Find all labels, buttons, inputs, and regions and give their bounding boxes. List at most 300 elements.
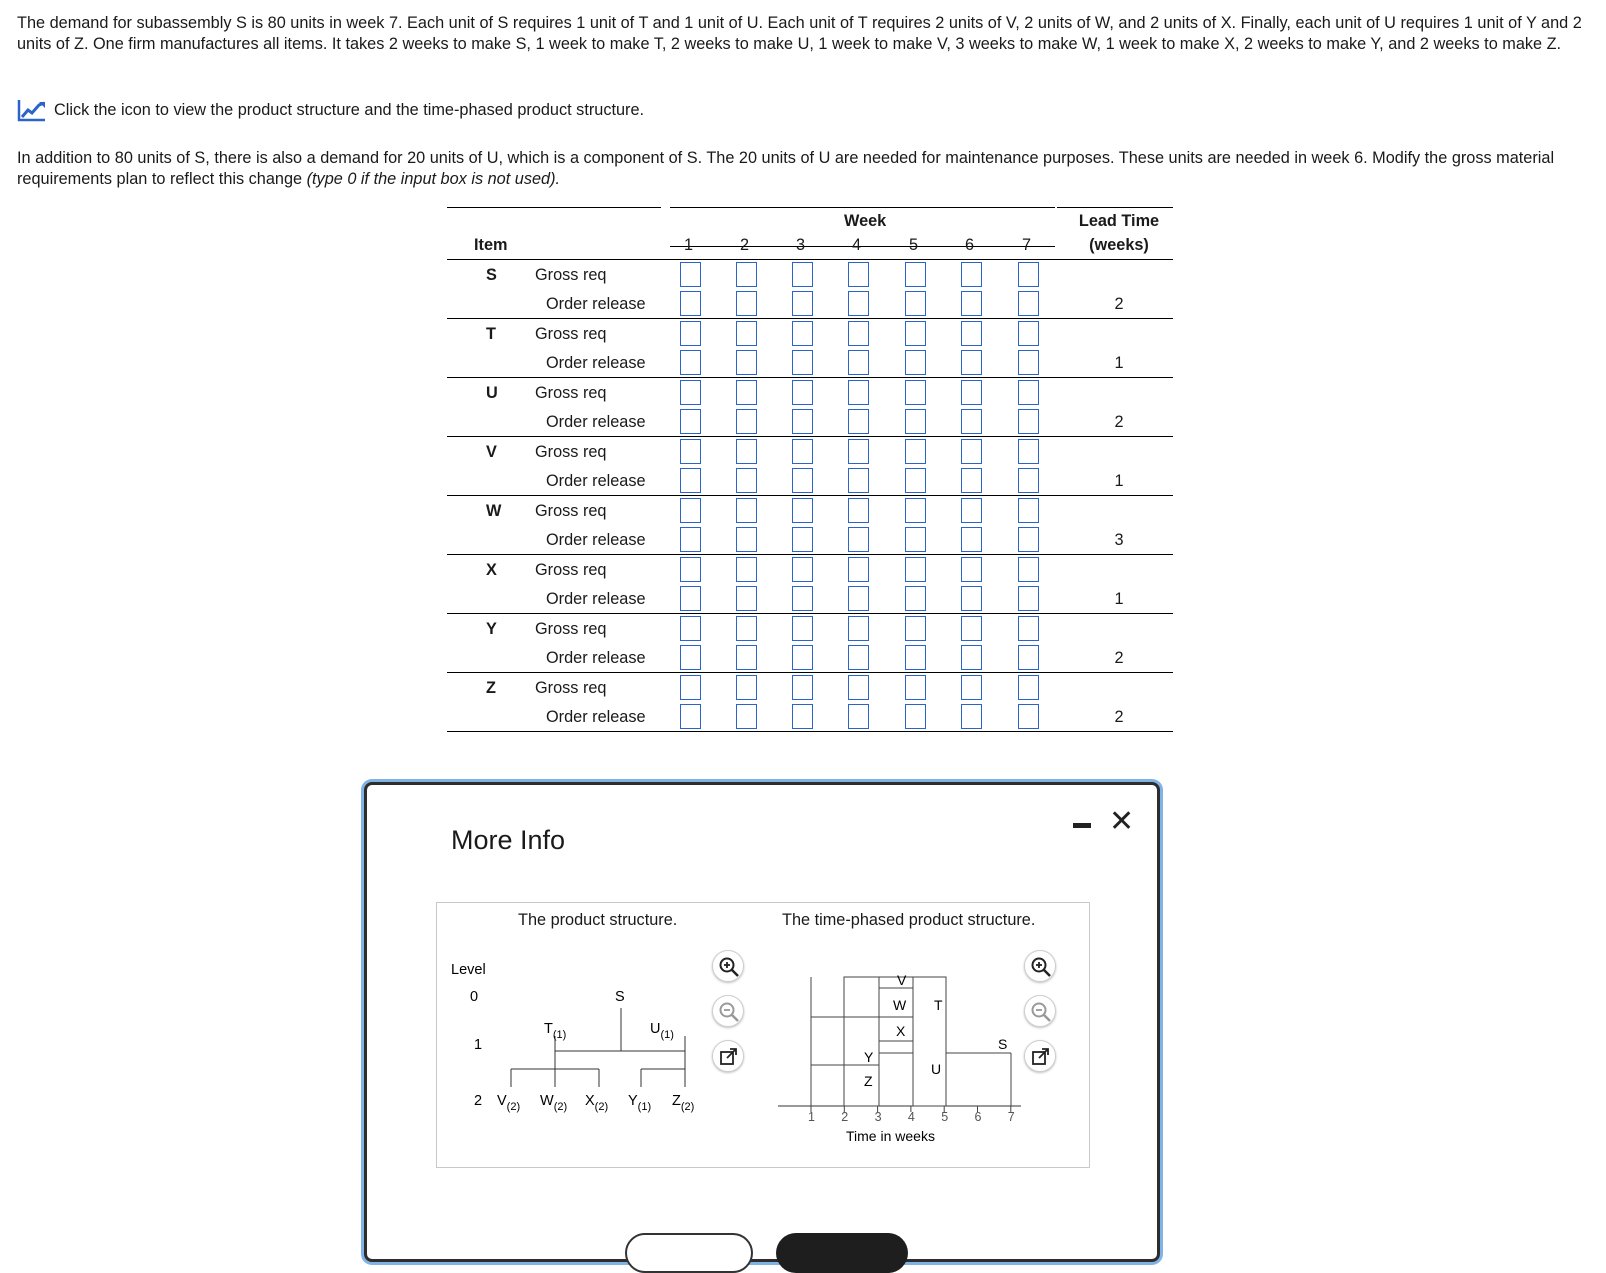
mrp-input[interactable] (849, 676, 868, 699)
product-structure-tree (437, 953, 717, 1153)
mrp-input[interactable] (962, 587, 981, 610)
mrp-input[interactable] (906, 440, 925, 463)
y-gross-week-2-input[interactable] (736, 616, 757, 641)
z-release-week-5-input[interactable] (905, 704, 926, 729)
row-divider (447, 318, 1173, 319)
w-release-week-4-input[interactable] (848, 527, 869, 552)
mrp-input[interactable] (737, 587, 756, 610)
x-gross-week-1-input[interactable] (680, 557, 701, 582)
x-gross-week-7-input[interactable] (1018, 557, 1039, 582)
mrp-input[interactable] (906, 410, 925, 433)
tp-label-x: X (896, 1023, 906, 1039)
v-release-week-7-input[interactable] (1018, 468, 1039, 493)
mrp-input[interactable] (906, 587, 925, 610)
mrp-input[interactable] (737, 469, 756, 492)
mrp-input[interactable] (962, 351, 981, 374)
t-release-week-1-input[interactable] (680, 350, 701, 375)
u-release-week-7-input[interactable] (1018, 409, 1039, 434)
row-divider (447, 672, 1173, 673)
v-gross-week-6-input[interactable] (961, 439, 982, 464)
tp-label-u: U (931, 1061, 942, 1077)
chart-icon[interactable] (17, 98, 47, 122)
mrp-input[interactable] (849, 263, 868, 286)
mrp-input[interactable] (737, 263, 756, 286)
mrp-input[interactable] (849, 587, 868, 610)
mrp-input[interactable] (962, 705, 981, 728)
mrp-input[interactable] (1019, 351, 1038, 374)
x-release-week-3-input[interactable] (792, 586, 813, 611)
x-release-week-7-input[interactable] (1018, 586, 1039, 611)
mrp-input[interactable] (849, 351, 868, 374)
v-gross-week-5-input[interactable] (905, 439, 926, 464)
mrp-input[interactable] (793, 558, 812, 581)
x-gross-week-3-input[interactable] (792, 557, 813, 582)
mrp-input[interactable] (849, 469, 868, 492)
mrp-input[interactable] (849, 528, 868, 551)
mrp-input[interactable] (906, 646, 925, 669)
week-header: Week (844, 212, 887, 230)
mrp-input[interactable] (906, 351, 925, 374)
mrp-input[interactable] (906, 263, 925, 286)
mrp-input[interactable] (849, 499, 868, 522)
order-release-label-v: Order release (546, 472, 646, 490)
mrp-input[interactable] (1019, 587, 1038, 610)
mrp-input[interactable] (906, 292, 925, 315)
mrp-input[interactable] (962, 263, 981, 286)
mrp-input[interactable] (906, 705, 925, 728)
gross-req-label-w: Gross req (535, 502, 607, 520)
row-divider (447, 731, 1173, 732)
y-gross-week-6-input[interactable] (961, 616, 982, 641)
z-gross-week-6-input[interactable] (961, 675, 982, 700)
s-gross-week-7-input[interactable] (1018, 262, 1039, 287)
popout-icon (1030, 1046, 1052, 1068)
zoom-out-icon (718, 1001, 740, 1023)
y-release-week-5-input[interactable] (905, 645, 926, 670)
s-gross-week-5-input[interactable] (905, 262, 926, 287)
mrp-input[interactable] (1019, 617, 1038, 640)
popout-icon (718, 1046, 740, 1068)
mrp-input[interactable] (681, 528, 700, 551)
mrp-input[interactable] (737, 322, 756, 345)
mrp-input[interactable] (1019, 292, 1038, 315)
v-release-week-4-input[interactable] (848, 468, 869, 493)
level-1: 1 (474, 1037, 483, 1053)
row-divider (447, 554, 1173, 555)
print-button[interactable] (625, 1233, 753, 1273)
v-release-week-6-input[interactable] (961, 468, 982, 493)
t-gross-week-7-input[interactable] (1018, 321, 1039, 346)
zoom-out-button-left[interactable] (712, 995, 744, 1027)
w-release-week-6-input[interactable] (961, 527, 982, 552)
x-gross-week-6-input[interactable] (961, 557, 982, 582)
tp-label-y: Y (864, 1049, 874, 1065)
mrp-input[interactable] (681, 469, 700, 492)
mrp-input[interactable] (793, 469, 812, 492)
item-v: V (486, 443, 497, 461)
t-release-week-2-input[interactable] (736, 350, 757, 375)
z-gross-week-5-input[interactable] (905, 675, 926, 700)
mrp-input[interactable] (1019, 440, 1038, 463)
w-gross-week-2-input[interactable] (736, 498, 757, 523)
lead-time-v: 1 (1114, 472, 1124, 490)
mrp-input[interactable] (737, 558, 756, 581)
mrp-input[interactable] (737, 292, 756, 315)
v-release-week-2-input[interactable] (736, 468, 757, 493)
mrp-input[interactable] (681, 410, 700, 433)
v-gross-week-4-input[interactable] (848, 439, 869, 464)
z-release-week-2-input[interactable] (736, 704, 757, 729)
gross-req-label-u: Gross req (535, 384, 607, 402)
tp-tick-6: 6 (974, 1110, 982, 1124)
mrp-input[interactable] (681, 381, 700, 404)
mrp-input[interactable] (1019, 676, 1038, 699)
mrp-input[interactable] (681, 558, 700, 581)
mrp-input[interactable] (906, 617, 925, 640)
w-release-week-5-input[interactable] (905, 527, 926, 552)
order-release-label-w: Order release (546, 531, 646, 549)
y-gross-week-7-input[interactable] (1018, 616, 1039, 641)
s-gross-week-1-input[interactable] (680, 262, 701, 287)
y-release-week-3-input[interactable] (792, 645, 813, 670)
z-gross-week-4-input[interactable] (848, 675, 869, 700)
popout-button-right[interactable] (1024, 1040, 1056, 1072)
mrp-input[interactable] (681, 676, 700, 699)
tp-label-w: W (893, 997, 907, 1013)
x-release-week-6-input[interactable] (961, 586, 982, 611)
t-release-week-4-input[interactable] (848, 350, 869, 375)
level-0: 0 (470, 989, 479, 1005)
mrp-input[interactable] (1019, 499, 1038, 522)
mrp-input[interactable] (849, 617, 868, 640)
u-gross-week-3-input[interactable] (792, 380, 813, 405)
u-release-week-1-input[interactable] (680, 409, 701, 434)
mrp-input[interactable] (681, 322, 700, 345)
x-gross-week-4-input[interactable] (848, 557, 869, 582)
mrp-input[interactable] (1019, 646, 1038, 669)
figure-panel (436, 902, 1090, 1168)
x-gross-week-2-input[interactable] (736, 557, 757, 582)
node-z: $Z_{(2)}$ (672, 1093, 695, 1113)
v-gross-week-7-input[interactable] (1018, 439, 1039, 464)
s-release-week-4-input[interactable] (848, 291, 869, 316)
y-gross-week-5-input[interactable] (905, 616, 926, 641)
u-release-week-4-input[interactable] (848, 409, 869, 434)
tp-label-v: V (897, 972, 907, 988)
mrp-input[interactable] (1019, 558, 1038, 581)
mrp-input[interactable] (962, 322, 981, 345)
y-gross-week-1-input[interactable] (680, 616, 701, 641)
mrp-input[interactable] (962, 292, 981, 315)
s-release-week-6-input[interactable] (961, 291, 982, 316)
mrp-input[interactable] (793, 410, 812, 433)
product-structure-link[interactable] (17, 98, 644, 122)
mrp-input[interactable] (793, 646, 812, 669)
w-gross-week-5-input[interactable] (905, 498, 926, 523)
product-structure-caption: The product structure. (518, 911, 678, 929)
y-release-week-2-input[interactable] (736, 645, 757, 670)
gross-req-label-s: Gross req (535, 266, 607, 284)
t-gross-week-5-input[interactable] (905, 321, 926, 346)
mrp-input[interactable] (793, 381, 812, 404)
z-gross-week-2-input[interactable] (736, 675, 757, 700)
y-release-week-6-input[interactable] (961, 645, 982, 670)
mrp-input[interactable] (793, 587, 812, 610)
mrp-input[interactable] (849, 705, 868, 728)
z-gross-week-1-input[interactable] (680, 675, 701, 700)
t-gross-week-1-input[interactable] (680, 321, 701, 346)
zoom-in-button-right[interactable] (1024, 950, 1056, 982)
t-release-week-3-input[interactable] (792, 350, 813, 375)
mrp-input[interactable] (681, 263, 700, 286)
node-w: $W_{(2)}$ (540, 1093, 568, 1113)
z-release-week-4-input[interactable] (848, 704, 869, 729)
mrp-input[interactable] (1019, 469, 1038, 492)
row-divider (447, 377, 1173, 378)
tp-label-s: S (998, 1036, 1008, 1052)
node-y: $Y_{(1)}$ (628, 1093, 652, 1113)
mrp-input[interactable] (1019, 263, 1038, 286)
mrp-input[interactable] (793, 292, 812, 315)
lead-time-s: 2 (1114, 295, 1124, 313)
item-x: X (486, 561, 497, 579)
mrp-input[interactable] (962, 528, 981, 551)
mrp-input[interactable] (737, 351, 756, 374)
x-release-week-4-input[interactable] (848, 586, 869, 611)
mrp-input[interactable] (849, 558, 868, 581)
t-release-week-6-input[interactable] (961, 350, 982, 375)
mrp-input[interactable] (793, 705, 812, 728)
tp-axis-label: Time in weeks (846, 1128, 935, 1144)
mrp-input[interactable] (737, 646, 756, 669)
mrp-input[interactable] (681, 705, 700, 728)
x-release-week-2-input[interactable] (736, 586, 757, 611)
u-gross-week-1-input[interactable] (680, 380, 701, 405)
mrp-input[interactable] (737, 705, 756, 728)
mrp-input[interactable] (1019, 410, 1038, 433)
mrp-input[interactable] (737, 440, 756, 463)
mrp-input[interactable] (906, 381, 925, 404)
y-gross-week-4-input[interactable] (848, 616, 869, 641)
t-gross-week-4-input[interactable] (848, 321, 869, 346)
w-release-week-7-input[interactable] (1018, 527, 1039, 552)
mrp-input[interactable] (737, 617, 756, 640)
u-release-week-2-input[interactable] (736, 409, 757, 434)
gross-req-label-z: Gross req (535, 679, 607, 697)
x-release-week-1-input[interactable] (680, 586, 701, 611)
mrp-input[interactable] (962, 440, 981, 463)
mrp-input[interactable] (906, 322, 925, 345)
t-release-week-5-input[interactable] (905, 350, 926, 375)
y-release-week-1-input[interactable] (680, 645, 701, 670)
mrp-input[interactable] (681, 292, 700, 315)
w-gross-week-6-input[interactable] (961, 498, 982, 523)
lead-time-w: 3 (1114, 531, 1124, 549)
week-column-6: 6 (965, 236, 975, 254)
t-release-week-7-input[interactable] (1018, 350, 1039, 375)
item-header: Item (474, 236, 508, 254)
tp-tick-4: 4 (907, 1110, 915, 1124)
u-gross-week-2-input[interactable] (736, 380, 757, 405)
y-gross-week-3-input[interactable] (792, 616, 813, 641)
mrp-input[interactable] (681, 440, 700, 463)
mrp-input[interactable] (906, 528, 925, 551)
lead-time-header: Lead Time (1078, 212, 1160, 230)
v-gross-week-1-input[interactable] (680, 439, 701, 464)
problem-intro: The demand for subassembly S is 80 units in week 7. Each unit of S requires 1 unit of T and 1 unit of U. Each unit of T requires 2 units of V, 2 units of W, and 2 units of X. Finally, each unit of U requires 1 unit of Y and 2 units of Z. One firm manufactures all items. It takes 2 weeks to make S, 1 week to make T, 2 weeks to make U, 1 week to make V, 3 weeks to make W, 1 week to make X, 2 weeks to make Y, and 2 weeks to make Z. (17, 14, 1582, 53)
v-release-week-5-input[interactable] (905, 468, 926, 493)
w-release-week-3-input[interactable] (792, 527, 813, 552)
s-gross-week-6-input[interactable] (961, 262, 982, 287)
s-release-week-3-input[interactable] (792, 291, 813, 316)
mrp-input[interactable] (793, 676, 812, 699)
u-gross-week-6-input[interactable] (961, 380, 982, 405)
mrp-input[interactable] (793, 617, 812, 640)
s-release-week-1-input[interactable] (680, 291, 701, 316)
w-gross-week-3-input[interactable] (792, 498, 813, 523)
gross-req-label-t: Gross req (535, 325, 607, 343)
tp-tick-5: 5 (941, 1110, 949, 1124)
lead-time-z: 2 (1114, 708, 1124, 726)
u-gross-week-7-input[interactable] (1018, 380, 1039, 405)
zoom-out-icon (1030, 1001, 1052, 1023)
y-release-week-4-input[interactable] (848, 645, 869, 670)
item-s: S (486, 266, 497, 284)
z-release-week-3-input[interactable] (792, 704, 813, 729)
mrp-input[interactable] (962, 558, 981, 581)
lead-time-unit: (weeks) (1089, 236, 1149, 254)
mrp-input[interactable] (962, 646, 981, 669)
mrp-input[interactable] (737, 410, 756, 433)
mrp-input[interactable] (906, 469, 925, 492)
z-release-week-7-input[interactable] (1018, 704, 1039, 729)
lead-time-t: 1 (1114, 354, 1124, 372)
mrp-input[interactable] (1019, 528, 1038, 551)
mrp-input[interactable] (906, 676, 925, 699)
t-gross-week-6-input[interactable] (961, 321, 982, 346)
zoom-out-button-right[interactable] (1024, 995, 1056, 1027)
mrp-input[interactable] (1019, 322, 1038, 345)
week-column-7: 7 (1022, 236, 1032, 254)
w-release-week-2-input[interactable] (736, 527, 757, 552)
z-gross-week-3-input[interactable] (792, 675, 813, 700)
gross-req-label-v: Gross req (535, 443, 607, 461)
u-gross-week-5-input[interactable] (905, 380, 926, 405)
mrp-input[interactable] (962, 617, 981, 640)
y-release-week-7-input[interactable] (1018, 645, 1039, 670)
s-release-week-2-input[interactable] (736, 291, 757, 316)
tp-tick-3: 3 (874, 1110, 882, 1124)
w-gross-week-7-input[interactable] (1018, 498, 1039, 523)
s-release-week-5-input[interactable] (905, 291, 926, 316)
mrp-input[interactable] (681, 351, 700, 374)
done-button[interactable] (776, 1233, 908, 1273)
mrp-input[interactable] (737, 676, 756, 699)
mrp-input[interactable] (962, 469, 981, 492)
row-divider (447, 613, 1173, 614)
v-release-week-1-input[interactable] (680, 468, 701, 493)
instruction-note: (type 0 if the input box is not used). (306, 170, 561, 188)
w-gross-week-4-input[interactable] (848, 498, 869, 523)
close-icon[interactable]: ✕ (1109, 805, 1135, 838)
u-release-week-6-input[interactable] (961, 409, 982, 434)
s-gross-week-3-input[interactable] (792, 262, 813, 287)
mrp-input[interactable] (849, 322, 868, 345)
mrp-input[interactable] (849, 440, 868, 463)
u-release-week-3-input[interactable] (792, 409, 813, 434)
mrp-input[interactable] (793, 499, 812, 522)
mrp-input[interactable] (849, 381, 868, 404)
item-u: U (486, 384, 498, 402)
t-gross-week-2-input[interactable] (736, 321, 757, 346)
u-release-week-5-input[interactable] (905, 409, 926, 434)
s-gross-week-2-input[interactable] (736, 262, 757, 287)
mrp-input[interactable] (962, 499, 981, 522)
mrp-input[interactable] (737, 528, 756, 551)
mrp-input[interactable] (906, 499, 925, 522)
s-gross-week-4-input[interactable] (848, 262, 869, 287)
mrp-input[interactable] (793, 263, 812, 286)
v-release-week-3-input[interactable] (792, 468, 813, 493)
mrp-input[interactable] (793, 322, 812, 345)
dialog-title: More Info (451, 825, 566, 855)
tp-tick-7: 7 (1007, 1110, 1015, 1124)
v-gross-week-2-input[interactable] (736, 439, 757, 464)
gross-req-label-y: Gross req (535, 620, 607, 638)
order-release-label-x: Order release (546, 590, 646, 608)
mrp-input[interactable] (737, 381, 756, 404)
w-release-week-1-input[interactable] (680, 527, 701, 552)
mrp-input[interactable] (962, 381, 981, 404)
zoom-in-button-left[interactable] (712, 950, 744, 982)
w-gross-week-1-input[interactable] (680, 498, 701, 523)
s-release-week-7-input[interactable] (1018, 291, 1039, 316)
mrp-input[interactable] (681, 646, 700, 669)
mrp-input[interactable] (681, 587, 700, 610)
mrp-input[interactable] (1019, 381, 1038, 404)
x-release-week-5-input[interactable] (905, 586, 926, 611)
mrp-input[interactable] (962, 410, 981, 433)
week-column-5: 5 (909, 236, 919, 254)
mrp-input[interactable] (906, 558, 925, 581)
order-release-label-t: Order release (546, 354, 646, 372)
mrp-input[interactable] (793, 351, 812, 374)
item-y: Y (486, 620, 497, 638)
z-release-week-6-input[interactable] (961, 704, 982, 729)
mrp-input[interactable] (793, 528, 812, 551)
x-gross-week-5-input[interactable] (905, 557, 926, 582)
mrp-input[interactable] (962, 676, 981, 699)
mrp-input[interactable] (1019, 705, 1038, 728)
u-gross-week-4-input[interactable] (848, 380, 869, 405)
z-gross-week-7-input[interactable] (1018, 675, 1039, 700)
mrp-input[interactable] (849, 646, 868, 669)
mrp-input[interactable] (737, 499, 756, 522)
minimize-icon[interactable] (1073, 823, 1091, 828)
order-release-label-u: Order release (546, 413, 646, 431)
mrp-input[interactable] (681, 617, 700, 640)
mrp-input[interactable] (793, 440, 812, 463)
mrp-input[interactable] (849, 410, 868, 433)
week-column-4: 4 (852, 236, 862, 254)
mrp-input[interactable] (849, 292, 868, 315)
t-gross-week-3-input[interactable] (792, 321, 813, 346)
z-release-week-1-input[interactable] (680, 704, 701, 729)
popout-button-left[interactable] (712, 1040, 744, 1072)
mrp-table (447, 207, 1173, 733)
mrp-input[interactable] (681, 499, 700, 522)
v-gross-week-3-input[interactable] (792, 439, 813, 464)
